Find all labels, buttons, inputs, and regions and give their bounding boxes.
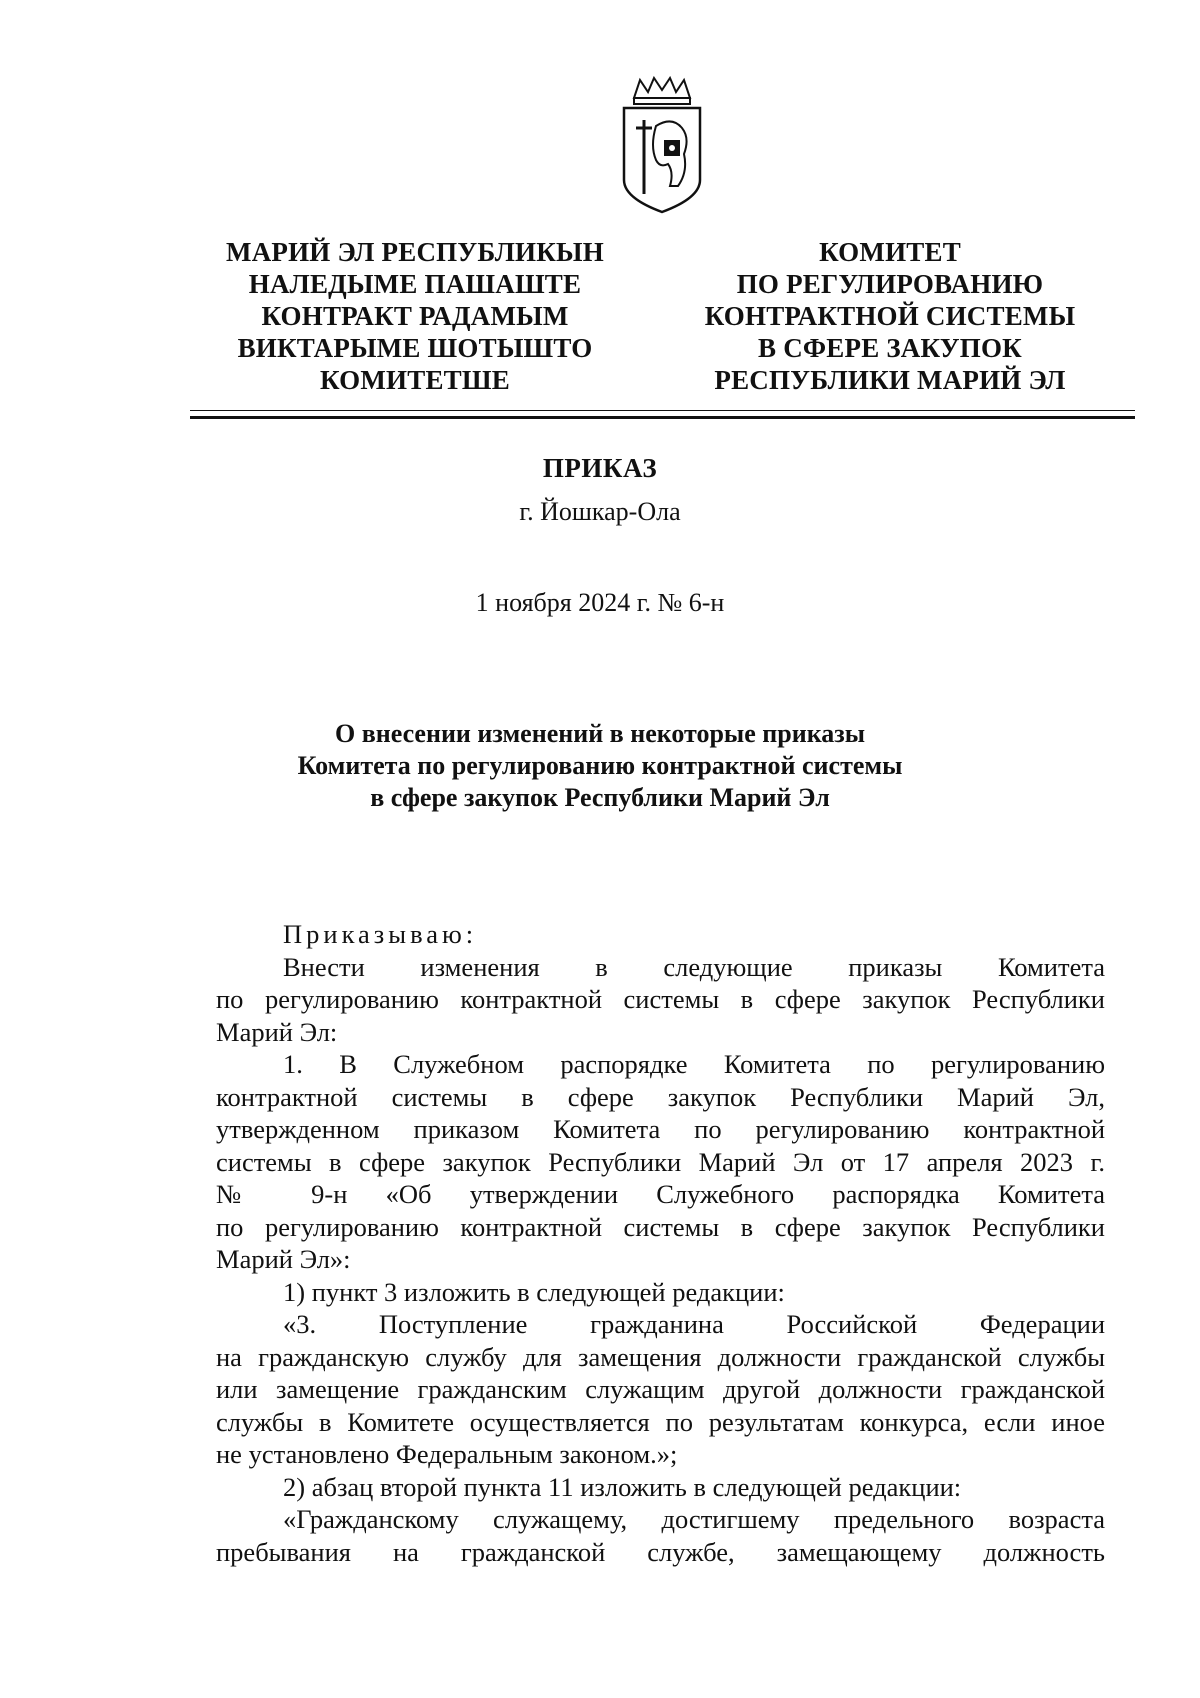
- header-left-line: ВИКТАРЫМЕ ШОТЫШТО: [237, 333, 593, 363]
- header-right-line: КОМИТЕТ: [819, 237, 961, 267]
- document-body: [216, 918, 1105, 1568]
- header-left-line: НАЛЕДЫМЕ ПАШАШТЕ: [248, 269, 582, 299]
- document-city: г. Йошкар-Ола: [519, 497, 681, 526]
- header-left-mari: [195, 236, 635, 396]
- body-line: Марий Эл»:: [216, 1244, 351, 1274]
- body-line: системы в сфере закупок Республики Марий Эл от 17 апреля 2023 г.: [216, 1146, 1105, 1177]
- header-right-line: РЕСПУБЛИКИ МАРИЙ ЭЛ: [714, 365, 1066, 395]
- document-type: ПРИКАЗ: [542, 453, 658, 483]
- header-left-line: МАРИЙ ЭЛ РЕСПУБЛИКЫН: [226, 237, 604, 267]
- body-line: не установлено Федеральным законом.»;: [216, 1439, 678, 1469]
- body-line: по регулированию контрактной системы в сфере закупок Республики: [216, 984, 1105, 1014]
- coat-of-arms-icon: [620, 76, 704, 216]
- body-line: Марий Эл:: [216, 1016, 338, 1047]
- body-line: или замещение гражданским служащим другой должности гражданской: [216, 1374, 1105, 1404]
- body-line: пребывания на гражданской службе, замещающему должность: [216, 1536, 1105, 1567]
- document-date-number: 1 ноября 2024 г. № 6-н: [475, 588, 725, 617]
- header-divider-thick: [190, 416, 1135, 419]
- header-left-line: КОМИТЕТШЕ: [320, 365, 510, 395]
- body-line: № 9-н «Об утверждении Служебного распорядка Комитета: [216, 1179, 1105, 1209]
- header-right-line: В СФЕРЕ ЗАКУПОК: [758, 333, 1022, 363]
- subject-line: в сфере закупок Республики Марий Эл: [370, 783, 830, 812]
- body-line: службы в Комитете осуществляется по результатам конкурса, если иное: [216, 1406, 1105, 1437]
- header-right-line: ПО РЕГУЛИРОВАНИЮ: [736, 269, 1044, 299]
- body-line: контрактной системы в сфере закупок Республики Марий Эл,: [216, 1081, 1105, 1112]
- header-right-line: КОНТРАКТНОЙ СИСТЕМЫ: [704, 301, 1076, 331]
- body-line: Приказываю:: [283, 919, 478, 949]
- document-subject: [0, 718, 1200, 814]
- body-line: «3. Поступление гражданина Российской Федерации: [283, 1309, 1105, 1339]
- body-line: по регулированию контрактной системы в сфере закупок Республики: [216, 1211, 1105, 1242]
- body-line: «Гражданскому служащему, достигшему предельного возраста: [283, 1504, 1105, 1534]
- body-line: 2) абзац второй пункта 11 изложить в следующей редакции:: [283, 1471, 962, 1502]
- header-left-line: КОНТРАКТ РАДАМЫМ: [261, 301, 569, 331]
- header-divider-thin: [190, 410, 1135, 411]
- header-right-russian: [655, 236, 1125, 396]
- body-line: на гражданскую службу для замещения должности гражданской службы: [216, 1341, 1105, 1372]
- body-line: утвержденном приказом Комитета по регулированию контрактной: [216, 1114, 1105, 1144]
- body-line: Внести изменения в следующие приказы Комитета: [283, 951, 1105, 982]
- subject-line: Комитета по регулированию контрактной системы: [297, 751, 903, 780]
- body-line: 1) пункт 3 изложить в следующей редакции:: [283, 1276, 785, 1307]
- subject-line: О внесении изменений в некоторые приказы: [334, 719, 866, 748]
- body-line: 1. В Служебном распорядке Комитета по регулированию: [283, 1049, 1105, 1079]
